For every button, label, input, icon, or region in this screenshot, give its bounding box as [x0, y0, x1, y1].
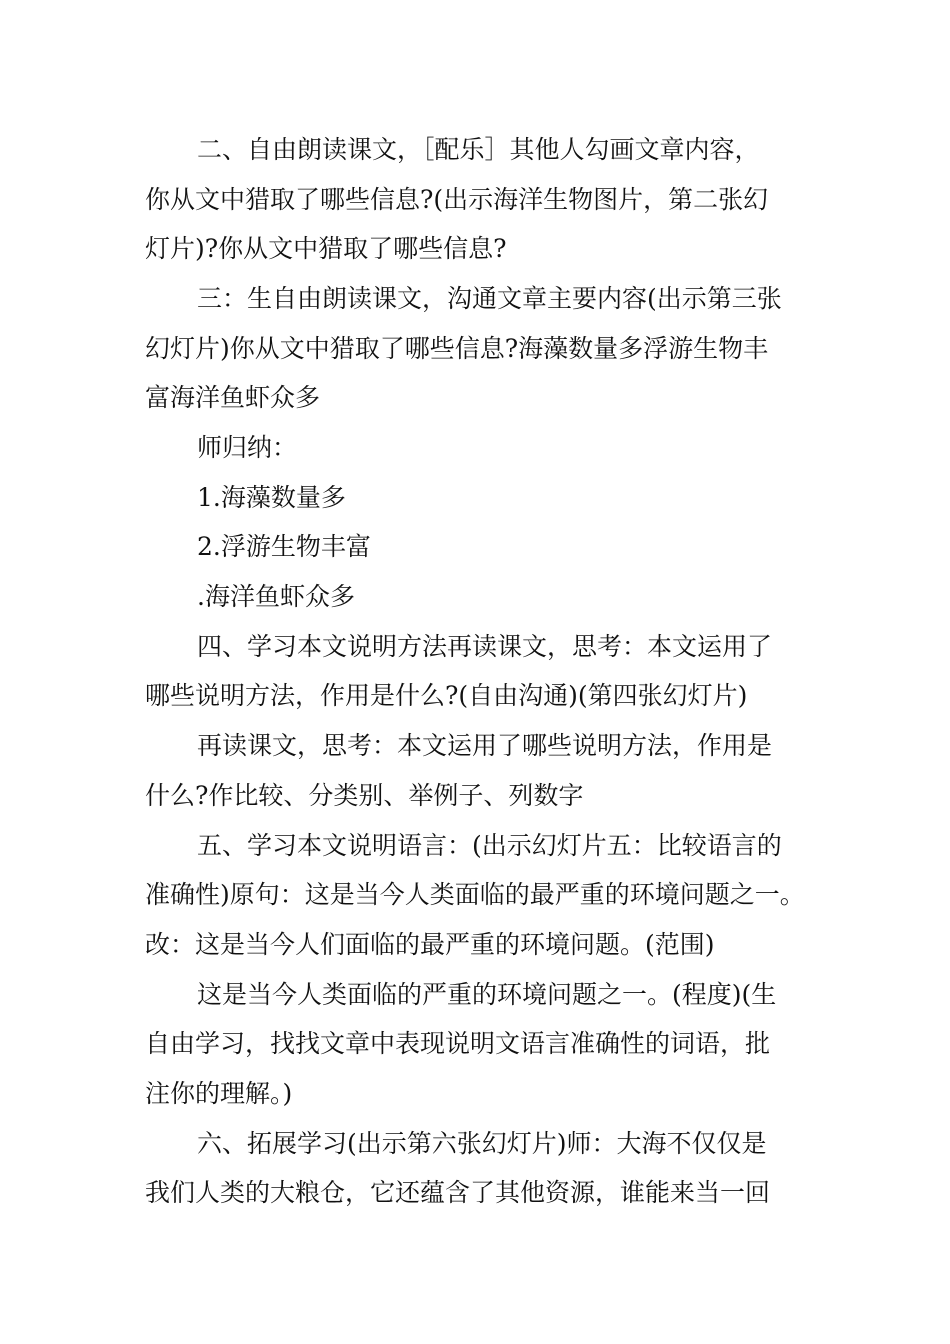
text-line: 灯片)?你从文中猎取了哪些信息? — [145, 234, 507, 263]
text-line: 什么?作比较、分类别、举例子、列数字 — [145, 781, 584, 810]
list-item: 2.浮游生物丰富 — [197, 532, 371, 561]
text-line: 注你的理解。) — [145, 1079, 293, 1108]
text-line: 三：生自由朗读课文，沟通文章主要内容(出示第三张 — [197, 284, 782, 313]
text-line: 二、自由朗读课文，［配乐］其他人勾画文章内容， — [197, 135, 760, 164]
text-line: 自由学习，找找文章中表现说明文语言准确性的词语，批 — [145, 1029, 771, 1058]
text-line: 富海洋鱼虾众多 — [145, 383, 321, 412]
list-item: 1.海藻数量多 — [197, 483, 346, 512]
text-line: 六、拓展学习(出示第六张幻灯片)师：大海不仅仅是 — [197, 1129, 767, 1158]
text-line: 再读课文，思考：本文运用了哪些说明方法，作用是 — [197, 731, 773, 760]
text-line: 师归纳： — [197, 433, 298, 462]
text-line: 改：这是当今人们面临的最严重的环境问题。(范围) — [145, 930, 715, 959]
text-line: 准确性)原句：这是当今人类面临的最严重的环境问题之一。 — [145, 880, 805, 909]
text-line: 幻灯片)你从文中猎取了哪些信息?海藻数量多浮游生物丰 — [145, 334, 769, 363]
text-line: 我们人类的大粮仓，它还蕴含了其他资源，谁能来当一回 — [145, 1178, 771, 1207]
text-line: 四、学习本文说明方法再读课文，思考：本文运用了 — [197, 632, 773, 661]
text-line: 这是当今人类面临的严重的环境问题之一。(程度)(生 — [197, 980, 777, 1009]
text-line: 五、学习本文说明语言：(出示幻灯片五：比较语言的 — [197, 831, 782, 860]
list-item: .海洋鱼虾众多 — [197, 582, 355, 611]
text-line: 哪些说明方法，作用是什么?(自由沟通)(第四张幻灯片) — [145, 681, 748, 710]
text-line: 你从文中猎取了哪些信息?(出示海洋生物图片，第二张幻 — [145, 185, 769, 214]
